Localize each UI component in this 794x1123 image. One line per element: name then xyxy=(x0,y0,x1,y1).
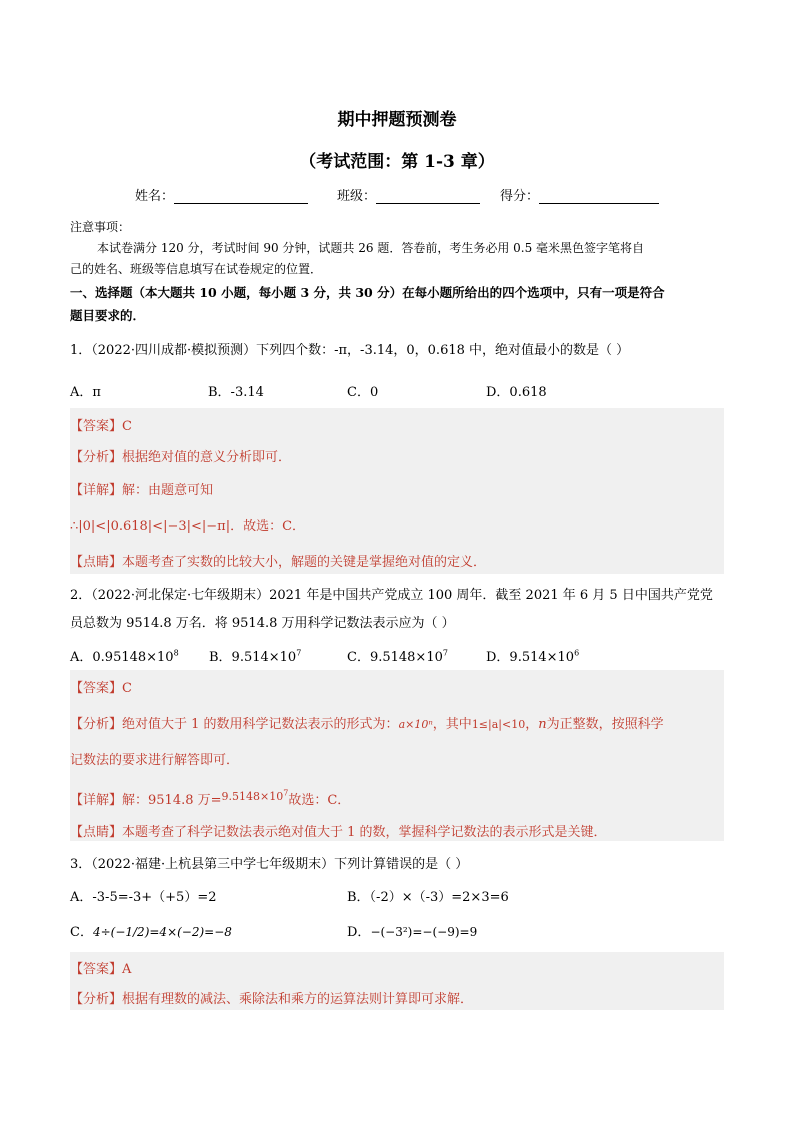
page-subtitle: （考试范围：第 1-3 章） xyxy=(299,152,495,172)
q1-analysis xyxy=(70,446,291,465)
answer-tag: 【答案】 xyxy=(70,962,123,977)
q3-answer xyxy=(70,958,131,977)
class-blank xyxy=(376,189,480,204)
q1-option-c: C．0 xyxy=(347,385,379,400)
q3-option-d-formula: −(−3²)=−(−9)=9 xyxy=(370,925,478,939)
q2-analysis xyxy=(70,713,664,732)
notes-body-1: 本试卷满分 120 分，考试时间 90 分钟，试题共 26 题．答卷前，考生务必用 0.5 毫米黑色签字笔将自 xyxy=(97,241,645,255)
q2-detail-value xyxy=(222,790,289,803)
q1-option-b: B．-3.14 xyxy=(208,385,264,400)
q2-stem-1: 2．（2022·河北保定·七年级期末）2021 年是中国共产党成立 100 周年．截至 2021 年 6 月 5 日中国共产党党 xyxy=(70,588,713,603)
q2-analysis-formula-2: 1≤|a|<10 xyxy=(471,718,526,731)
q1-detail xyxy=(70,479,213,498)
q2-analysis-text-1: 绝对值大于 1 的数用科学记数法表示的形式为： xyxy=(122,717,399,732)
q2-analysis-text-2: ，其中 xyxy=(432,717,472,732)
analysis-tag: 【分析】 xyxy=(70,450,123,465)
q2-option-a-exp: 8 xyxy=(173,648,179,658)
notes-heading: 注意事项： xyxy=(70,220,131,234)
name-blank xyxy=(174,189,308,204)
q2-option-b-text: B．9.514×10 xyxy=(209,650,297,665)
q3-option-c-label: C． xyxy=(70,925,93,940)
name-field xyxy=(135,185,308,204)
q2-option-a xyxy=(70,646,179,665)
section-heading-1: 一、选择题（本大题共 10 小题，每小题 3 分，共 30 分）在每小题所给出的四个选项中，只有一项是符合 xyxy=(70,285,665,300)
comment-tag: 【点睛】 xyxy=(70,825,123,840)
class-label: 班级： xyxy=(337,189,377,204)
q1-comment-text: 本题考查了实数的比较大小，解题的关键是掌握绝对值的定义． xyxy=(122,555,487,570)
q2-detail-text-1: 解：9514.8 万= xyxy=(122,793,222,808)
name-label: 姓名： xyxy=(135,189,175,204)
q2-detail xyxy=(70,789,350,808)
q3-analysis xyxy=(70,988,473,1007)
q2-analysis-formula: a×10ⁿ xyxy=(398,718,433,731)
q1-option-d: D．0.618 xyxy=(486,385,547,400)
q2-option-c xyxy=(347,646,448,665)
q2-detail-text-2: 故选：C． xyxy=(288,793,351,808)
q3-option-b: B．（-2）×（-3）=2×3=6 xyxy=(347,890,509,905)
answer-tag: 【答案】 xyxy=(70,419,123,434)
q1-answer xyxy=(70,415,132,434)
analysis-tag: 【分析】 xyxy=(70,992,123,1007)
q2-analysis-n: n xyxy=(538,717,547,732)
score-field xyxy=(500,185,659,204)
q2-option-c-exp: 7 xyxy=(442,648,448,658)
class-field xyxy=(337,185,480,204)
q3-option-c xyxy=(70,921,232,940)
q3-option-d-label: D． xyxy=(347,925,371,940)
q2-analysis-text-3: ， xyxy=(525,717,539,732)
q2-detail-exp: 7 xyxy=(283,788,289,798)
q3-answer-value: A xyxy=(122,962,132,977)
q1-formula-line xyxy=(70,515,305,534)
answer-tag: 【答案】 xyxy=(70,681,123,696)
q1-stem: 1．（2022·四川成都·模拟预测）下列四个数：-π，-3.14，0，0.618 中，绝对值最小的数是（ ） xyxy=(70,343,630,358)
q2-detail-val: 9.5148×10 xyxy=(221,790,284,803)
q3-option-c-formula: 4÷(−1/2)=4×(−2)=−8 xyxy=(92,925,232,939)
q2-option-b-exp: 7 xyxy=(296,648,302,658)
score-blank xyxy=(539,189,659,204)
q3-option-d xyxy=(347,921,477,940)
q1-comment xyxy=(70,551,486,570)
notes-body-2: 己的姓名、班级等信息填写在试卷规定的位置． xyxy=(70,262,323,276)
q2-option-d-text: D．9.514×10 xyxy=(486,650,575,665)
q2-answer xyxy=(70,677,132,696)
comment-tag: 【点睛】 xyxy=(70,555,123,570)
q1-detail-text: 解：由题意可知 xyxy=(122,483,214,498)
q1-analysis-text: 根据绝对值的意义分析即可． xyxy=(122,450,292,465)
q2-option-d-exp: 6 xyxy=(574,648,580,658)
page-title: 期中押题预测卷 xyxy=(337,110,457,130)
detail-tag: 【详解】 xyxy=(70,793,123,808)
q2-option-d xyxy=(486,646,579,665)
q1-formula: ∴|0|<|0.618|<|−3|<|−π| xyxy=(70,519,231,534)
q2-stem-2: 员总数为 9514.8 万名．将 9514.8 万用科学记数法表示应为（ ） xyxy=(70,616,455,631)
q2-comment-text: 本题考查了科学记数法表示绝对值大于 1 的数，掌握科学记数法的表示形式是关键． xyxy=(122,825,607,840)
q2-analysis-cont xyxy=(70,749,239,768)
section-heading-2: 题目要求的． xyxy=(70,308,146,323)
detail-tag: 【详解】 xyxy=(70,483,123,498)
q2-analysis-text-4: 为正整数，按照科学 xyxy=(546,717,664,732)
q2-analysis-text-5: 记数法的要求进行解答即可． xyxy=(70,753,240,768)
q2-option-b xyxy=(209,646,301,665)
q2-answer-value: C xyxy=(122,681,132,696)
q2-comment xyxy=(70,821,607,840)
q1-choose: ．故选：C． xyxy=(230,519,306,534)
q1-option-a: A．π xyxy=(70,385,101,400)
score-label: 得分： xyxy=(500,189,540,204)
q2-option-c-text: C．9.5148×10 xyxy=(347,650,443,665)
q1-answer-value: C xyxy=(122,419,132,434)
analysis-tag: 【分析】 xyxy=(70,717,123,732)
q3-analysis-text: 根据有理数的减法、乘除法和乘方的运算法则计算即可求解． xyxy=(122,992,474,1007)
q2-option-a-text: A．0.95148×10 xyxy=(70,650,174,665)
q3-option-a: A．-3-5=-3+（+5）=2 xyxy=(70,890,217,905)
q3-stem: 3．（2022·福建·上杭县第三中学七年级期末）下列计算错误的是（ ） xyxy=(70,857,469,872)
